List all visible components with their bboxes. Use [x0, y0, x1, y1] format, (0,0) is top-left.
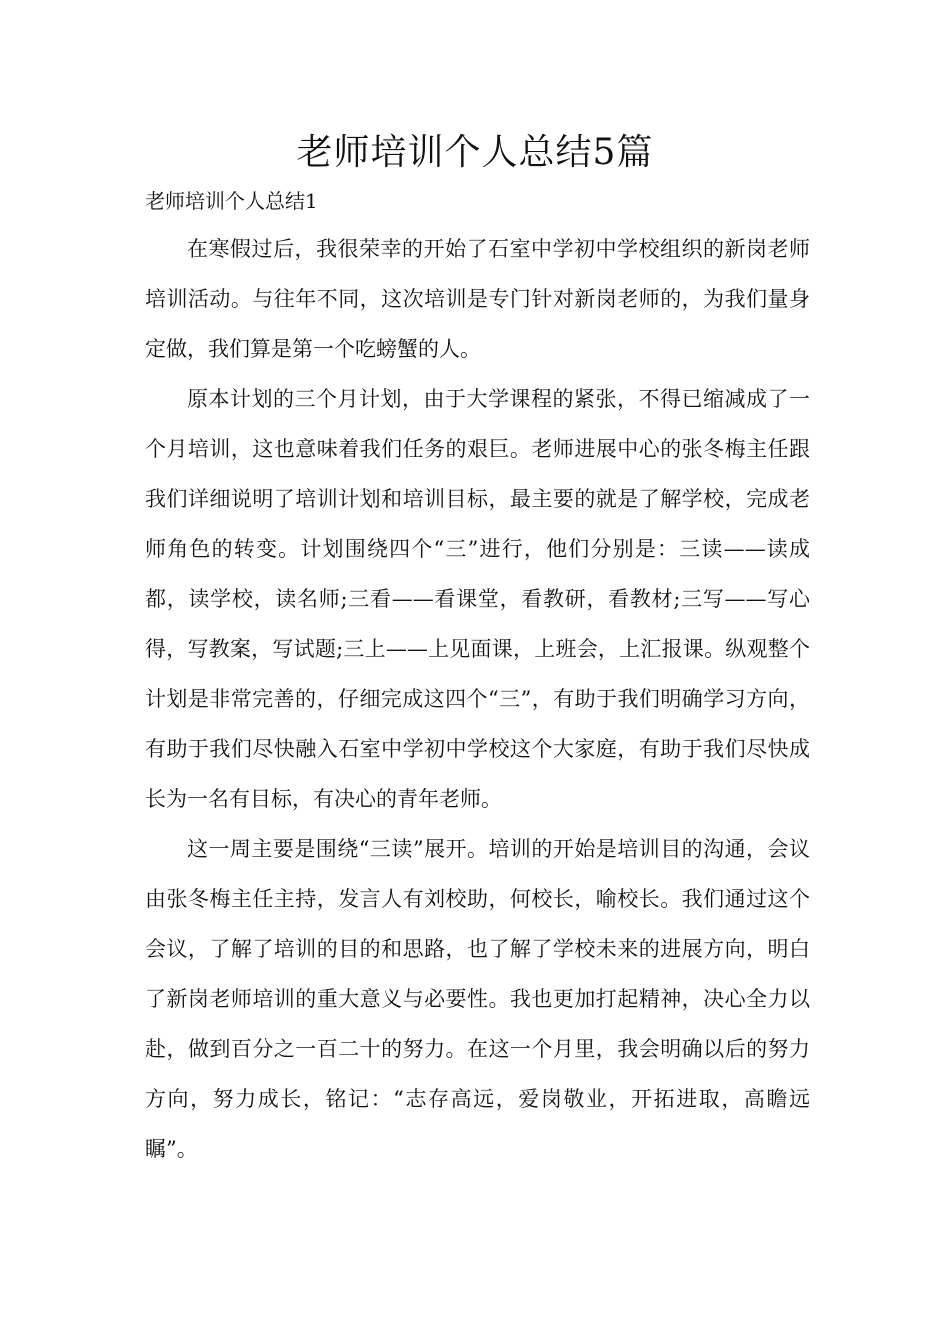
paragraph-1: 在寒假过后，我很荣幸的开始了石室中学初中学校组织的新岗老师培训活动。与往年不同，这次培训是专门针对新岗老师的，为我们量身定做，我们算是第一个吃螃蟹的人。 [145, 237, 810, 361]
paragraph-2: 原本计划的三个月计划，由于大学课程的紧张，不得已缩减成了一个月培训，这也意味着我们任务的艰巨。老师进展中心的张冬梅主任跟我们详细说明了培训计划和培训目标，最主要的就是了解学校，完成老师角色的转变。计划围绕四个“三”进行，他们分别是：三读——读成都，读学校，读名师;三看——看课堂，看教研，看教材;三写——写心得，写教案，写试题;三上——上见面课，上班会，上汇报课。纵观整个计划是非常完善的，仔细完成这四个“三”，有助于我们明确学习方向，有助于我们尽快融入石室中学初中学校这个大家庭，有助于我们尽快成长为一名有目标，有决心的青年老师。 [145, 387, 810, 811]
document-title: 老师培训个人总结5篇 [296, 132, 654, 173]
section-title: 老师培训个人总结1 [145, 189, 318, 213]
document-body [145, 224, 810, 1174]
paragraph-3: 这一周主要是围绕“三读”展开。培训的开始是培训目的沟通，会议由张冬梅主任主持，发言人有刘校助，何校长，喻校长。我们通过这个会议，了解了培训的目的和思路，也了解了学校未来的进展方向，明白了新岗老师培训的重大意义与必要性。我也更加打起精神，决心全力以赴，做到百分之一百二十的努力。在这一个月里，我会明确以后的努力方向，努力成长，铭记：“志存高远，爱岗敬业，开拓进取，高瞻远瞩”。 [145, 837, 810, 1161]
